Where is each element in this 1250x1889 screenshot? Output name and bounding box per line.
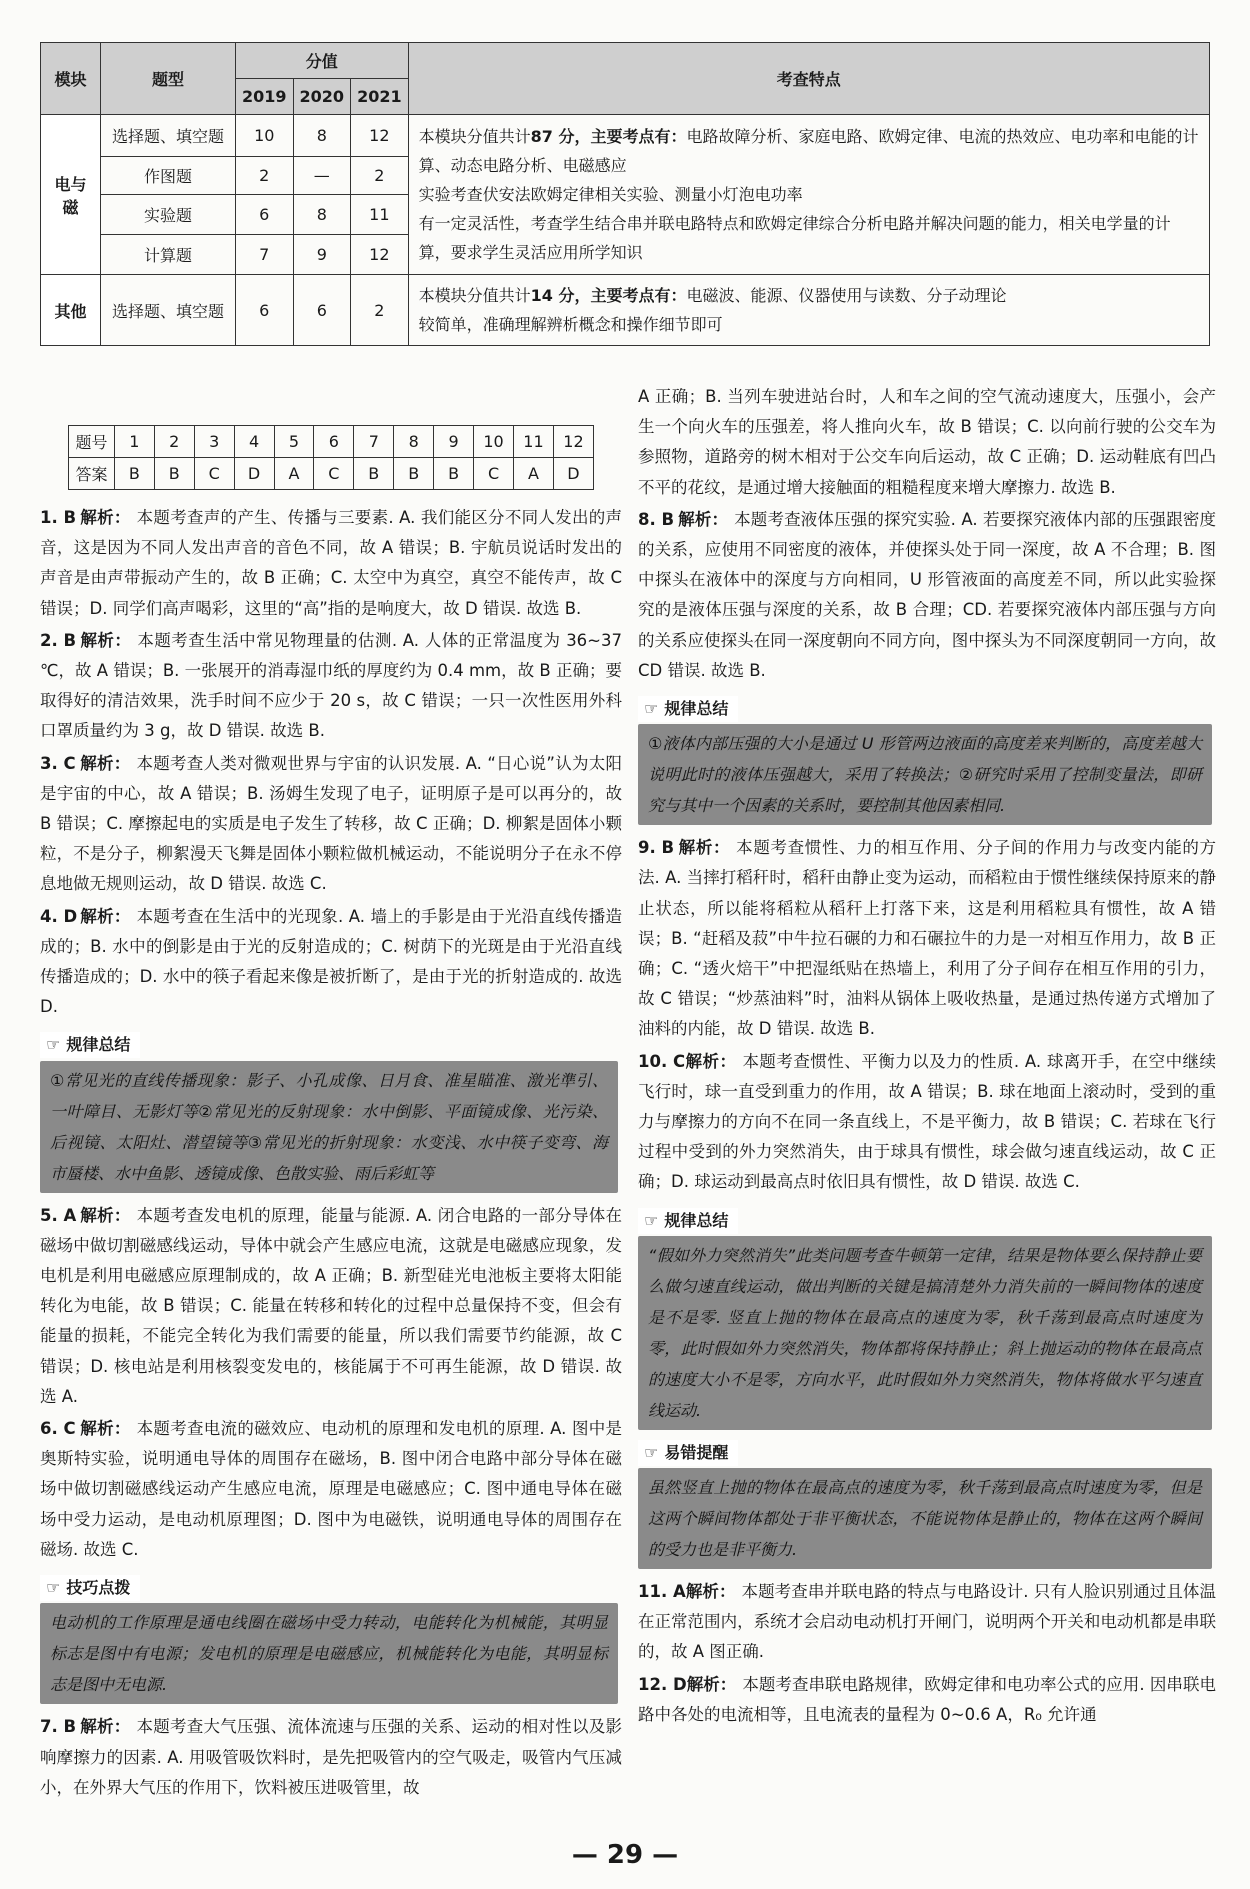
score-cell: 2 [351, 157, 409, 195]
question-number: 10. C [638, 1051, 686, 1071]
score-cell: 6 [236, 275, 294, 346]
rule-summary-box [40, 1030, 618, 1192]
question-number: 12. D [638, 1674, 687, 1694]
solution-12 [638, 1670, 1216, 1730]
answer-value: C [194, 458, 234, 490]
features-text: 电路故障分析、家庭电路、欧姆定律、电流的热效应、电功率和电能的计算、动态电路分析、电磁感应 [418, 127, 1199, 175]
solution-2 [40, 626, 622, 747]
box-title: 规律总结 [664, 699, 729, 719]
box-title: 规律总结 [664, 1210, 729, 1230]
answer-value: B [114, 458, 154, 490]
box-header [638, 1208, 738, 1234]
box-title: 易错提醒 [664, 1442, 729, 1462]
solution-6 [40, 1414, 622, 1565]
question-number: 9. B [638, 838, 675, 858]
solution-4 [40, 902, 622, 1023]
answer-num: 8 [394, 426, 434, 458]
box-title: 规律总结 [66, 1035, 131, 1055]
solution-8 [638, 505, 1216, 686]
solution-text: 本题考查惯性、力的相互作用、分子间的作用力与改变内能的方法. A. 当摔打稻秆时，稻秆由静止变为运动，而稻粒由于惯性继续保持原来的静止状态，所以能将稻粒从稻秆上打落下来，这是利用稻粒具有惯性，故 A 错误；B. “赶稻及菽”中牛拉石碾的力和石碾拉牛的力是一对相互作用力，故 B 正确；C. “透火焙干”中把湿纸贴在热墙上，利用了分子间存在相互作用的引力，故 C 错误；“炒蒸油料”时，油料从锅体上吸收热量，是通过热传递方式增加了油料的内能，故 D 错误. 故选 B. [638, 838, 1217, 1039]
box-text: 虽然竖直上抛的物体在最高点的速度为零，秋千荡到最高点时速度为零，但是这两个瞬间物体都处于非平衡状态，不能说物体是静止的，物体在这两个瞬间的受力也是非平衡力. [638, 1468, 1212, 1569]
box-header [40, 1575, 140, 1601]
answer-value: D [553, 458, 593, 490]
score-cell: — [293, 157, 351, 195]
jiexi-label: 解析： [80, 630, 132, 650]
solution-text: A 正确；B. 当列车驶进站台时，人和车之间的空气流动速度大，压强小，会产生一个向火车的压强差，将人推向火车，故 B 错误；C. 以向前行驶的公交车为参照物，道路旁的树木相对于公交车向后运动，故 C 正确；D. 运动鞋底有凹凸不平的花纹，是通过增大接触面的粗糙程度来增大摩擦力. 故选 B. [638, 387, 1216, 497]
solution-3 [40, 749, 622, 900]
question-number: 7. B [40, 1717, 77, 1737]
answer-num: 5 [274, 426, 314, 458]
features-text: 本模块分值共计 [418, 127, 531, 146]
em-features [408, 115, 1209, 275]
answer-value: C [474, 458, 514, 490]
solution-7 [40, 1712, 622, 1803]
tip-box [40, 1573, 618, 1704]
score-cell: 9 [293, 235, 351, 275]
other-features [408, 275, 1209, 346]
features-bold: 87 分，主要考点有： [530, 127, 687, 146]
answer-num: 1 [114, 426, 154, 458]
solution-text: 本题考查在生活中的光现象. A. 墙上的手影是由于光沿直线传播造成的；B. 水中的倒影是由于光的反射造成的；C. 树荫下的光斑是由于光沿直线传播造成的；D. 水中的筷子看起来像是被折断了，是由于光的折射造成的. 故选 D. [40, 906, 623, 1017]
jiexi-label: 解析： [678, 509, 729, 529]
question-number: 6. C [40, 1419, 76, 1439]
jiexi-label: 解析： [80, 906, 131, 926]
module-electromagnetism: 电与磁 [41, 115, 101, 275]
question-number: 8. B [638, 509, 675, 529]
rule-summary-box [638, 694, 1212, 825]
features-text: 实验考查伏安法欧姆定律相关实验、测量小灯泡电功率 [418, 185, 803, 204]
em-type-2: 作图题 [101, 157, 236, 195]
answer-num: 10 [474, 426, 514, 458]
question-number: 4. D [40, 906, 78, 926]
answer-label: 答案 [69, 458, 115, 490]
solution-9 [638, 833, 1216, 1044]
answer-table [68, 425, 594, 490]
question-number: 5. A [40, 1205, 77, 1225]
solution-text: 本题考查发电机的原理，能量与能源. A. 闭合电路的一部分导体在磁场中做切割磁感线运动，导体中就会产生感应电流，这就是电磁感应现象，发电机是利用电磁感应原理制成的，故 A 正确；B. 新型硅光电池板主要将太阳能转化为电能，故 B 错误；C. 能量在转移和转化的过程中总量保持不变，但会有能量的损耗，不能完全转化为我们需要的能量，所以我们需要节约能源，故 C 错误；D. 核电站是利用核裂变发电的，核能属于不可再生能源，故 D 错误. 故选 A. [40, 1205, 623, 1406]
jiexi-label: 解析： [80, 1717, 131, 1737]
answer-num: 11 [514, 426, 554, 458]
solution-text: 本题考查生活中常见物理量的估测. A. 人体的正常温度为 36~37 ℃，故 A 错误；B. 一张展开的消毒湿巾纸的厚度约为 0.4 mm，故 B 正确；要取得好的清洁效果，洗手时间不应少于 20 s，故 C 错误；一只一次性医用外科口罩质量约为 3 g，故 D 错误. 故选 B. [40, 630, 623, 741]
jiexi-label: 解析： [678, 838, 731, 858]
solution-5 [40, 1201, 622, 1412]
answer-num: 6 [314, 426, 354, 458]
jiexi-label: 解析： [80, 1205, 131, 1225]
features-text: 有一定灵活性，考查学生结合串并联电路特点和欧姆定律综合分析电路并解决问题的能力，相关电学量的计算，要求学生灵活应用所学知识 [418, 214, 1171, 262]
box-text: 电动机的工作原理是通电线圈在磁场中受力转动，电能转化为机械能，其明显标志是图中有电源；发电机的原理是电磁感应，机械能转化为电能，其明显标志是图中无电源. [40, 1603, 618, 1704]
em-type-3: 实验题 [101, 195, 236, 235]
solution-text: 本题考查电流的磁效应、电动机的原理和发电机的原理. A. 图中是奥斯特实验，说明通电导体的周围存在磁场，B. 图中闭合电路中部分导体在磁场中做切割磁感线运动产生感应电流，原理是电磁感应；C. 图中通电导体在磁场中受力运动，是电动机原理图；D. 图中为电磁铁，说明通电导体的周围存在磁场. 故选 C. [40, 1419, 623, 1559]
page-number: — 29 — [571, 1840, 679, 1870]
solution-7-continued [638, 382, 1216, 503]
box-text: ①液体内部压强的大小是通过 U 形管两边液面的高度差来判断的，高度差越大说明此时的液体压强越大，采用了转换法；②研究时采用了控制变量法，即研究与其中一个因素的关系时，要控制其他因素相同. [638, 724, 1212, 825]
score-cell: 10 [236, 115, 294, 157]
score-cell: 6 [293, 275, 351, 346]
pointing-hand-icon: ☞ [644, 699, 659, 719]
features-bold: 14 分，主要考点有： [530, 286, 687, 305]
score-cell: 6 [236, 195, 294, 235]
pointing-hand-icon: ☞ [46, 1035, 61, 1055]
score-cell: 2 [351, 275, 409, 346]
rule-summary-box [638, 1206, 1212, 1430]
answer-num: 7 [354, 426, 394, 458]
answer-value: B [394, 458, 434, 490]
question-number: 1. B [40, 508, 77, 527]
answer-value: B [154, 458, 194, 490]
question-number: 3. C [40, 753, 76, 773]
features-text: 电磁波、能源、仪器使用与读数、分子动理论 [686, 286, 1007, 305]
score-cell: 11 [351, 195, 409, 235]
score-cell: 7 [236, 235, 294, 275]
answer-num: 12 [553, 426, 593, 458]
jiexi-label: 解析： [685, 1051, 737, 1071]
score-cell: 2 [236, 157, 294, 195]
score-cell: 12 [351, 235, 409, 275]
header-features: 考查特点 [408, 43, 1209, 115]
solution-1 [40, 503, 622, 624]
header-type: 题型 [101, 43, 236, 115]
answer-value: A [274, 458, 314, 490]
answer-value: D [234, 458, 274, 490]
score-cell: 8 [293, 115, 351, 157]
box-header [40, 1032, 140, 1058]
solution-text: 本题考查惯性、平衡力以及力的性质. A. 球离开手，在空中继续飞行时，球一直受到重力的作用，故 A 错误；B. 球在地面上滚动时，受到的重力与摩擦力的方向不在同一条直线上，不是平衡力，故 B 错误；C. 若球在飞行过程中受到的外力突然消失，由于球具有惯性，球会做匀速直线运动，故 C 正确；D. 球运动到最高点时依旧具有惯性，故 D 错误. 故选 C. [638, 1051, 1217, 1192]
jiexi-label: 解析： [80, 1419, 131, 1439]
box-header [638, 696, 738, 722]
box-text: “假如外力突然消失”此类问题考查牛顿第一定律，结果是物体要么保持静止要么做匀速直线运动，做出判断的关键是搞清楚外力消失前的一瞬间物体的速度是不是零. 竖直上抛的物体在最高点的速度为零，秋千荡到最高点时速度为零，此时假如外力突然消失，物体都将保持静止；斜上抛运动的物体在最高点的速度大小不是零，方向水平，此时假如外力突然消失，物体将做水平匀速直线运动. [638, 1236, 1212, 1430]
solution-text: 本题考查串并联电路的特点与电路设计. 只有人脸识别通过且体温在正常范围内，系统才会启动电动机打开闸门，说明两个开关和电动机都是串联的，故 A 图正确. [638, 1582, 1216, 1662]
features-text: 本模块分值共计 [418, 286, 531, 305]
pointing-hand-icon: ☞ [46, 1578, 61, 1598]
solution-text: 本题考查液体压强的探究实验. A. 若要探究液体内部的压强跟密度的关系，应使用不同密度的液体，并使探头处于同一深度，故 A 不合理；B. 图中探头在液体中的深度与方向相同，U 形管液面的高度差不同，所以此实验探究的是液体压强与深度的关系，故 B 合理；CD. 若要探究液体内部压强与方向的关系应使探头在同一深度朝向不同方向，图中探头为不同深度朝同一方向，故 CD 错误. 故选 B. [638, 509, 1217, 680]
solution-11 [638, 1577, 1216, 1668]
answer-num: 2 [154, 426, 194, 458]
question-number: 11. A [638, 1582, 686, 1602]
score-cell: 12 [351, 115, 409, 157]
pointing-hand-icon: ☞ [644, 1442, 659, 1462]
jiexi-label: 解析： [80, 753, 131, 773]
solution-text: 本题考查大气压强、流体流速与压强的关系、运动的相对性以及影响摩擦力的因素. A. 用吸管吸饮料时，是先把吸管内的空气吸走，吸管内气压减小，在外界大气压的作用下，饮料被压进吸管里，故 [40, 1717, 622, 1797]
answer-value: A [514, 458, 554, 490]
answer-value: B [434, 458, 474, 490]
right-column [638, 382, 1216, 1732]
exam-feature-table [40, 42, 1210, 346]
header-year-2019: 2019 [236, 79, 294, 115]
solution-text: 本题考查人类对微观世界与宇宙的认识发展. A. “日心说”认为太阳是宇宙的中心，故 A 错误；B. 汤姆生发现了电子，证明原子是可以再分的，故 B 错误；C. 摩擦起电的实质是电子发生了转移，故 C 正确；D. 柳絮是固体小颗粒，不是分子，柳絮漫天飞舞是固体小颗粒做机械运动，不能说明分子在永不停息地做无规则运动，故 D 错误. 故选 C. [40, 753, 623, 894]
question-number: 2. B [40, 630, 77, 650]
jiexi-label: 解析： [686, 1674, 737, 1694]
mistake-warning-box [638, 1438, 1212, 1569]
answer-value: B [354, 458, 394, 490]
module-other: 其他 [41, 275, 101, 346]
solution-text: 本题考查串联电路规律，欧姆定律和电功率公式的应用. 因串联电路中各处的电流相等，且电流表的量程为 0~0.6 A，R₀ 允许通 [638, 1674, 1216, 1724]
features-text: 较简单，准确理解辨析概念和操作细节即可 [418, 315, 723, 334]
jiexi-label: 解析： [685, 1582, 736, 1602]
pointing-hand-icon: ☞ [644, 1210, 659, 1230]
answer-value: C [314, 458, 354, 490]
score-cell: 8 [293, 195, 351, 235]
box-header [638, 1440, 738, 1466]
solution-text: 本题考查声的产生、传播与三要素. A. 我们能区分不同人发出的声音，这是因为不同人发出声音的音色不同，故 A 错误；B. 宇航员说话时发出的声音是由声带振动产生的，故 B 正确；C. 太空中为真空，真空不能传声，故 C 错误；D. 同学们高声喝彩，这里的“高”指的是响度大，故 D 错误. 故选 B. [40, 508, 623, 618]
solution-10 [638, 1047, 1216, 1198]
answer-num-label: 题号 [69, 426, 115, 458]
header-module: 模块 [41, 43, 101, 115]
header-year-2020: 2020 [293, 79, 351, 115]
answer-num: 9 [434, 426, 474, 458]
other-type: 选择题、填空题 [101, 275, 236, 346]
left-column [40, 503, 622, 1805]
em-type-1: 选择题、填空题 [101, 115, 236, 157]
header-score: 分值 [236, 43, 409, 79]
jiexi-label: 解析： [80, 508, 131, 527]
answer-num: 4 [234, 426, 274, 458]
header-year-2021: 2021 [351, 79, 409, 115]
em-type-4: 计算题 [101, 235, 236, 275]
box-text: ①常见光的直线传播现象：影子、小孔成像、日月食、准星瞄准、激光準引、一叶障目、无影灯等②常见光的反射现象：水中倒影、平面镜成像、光污染、后视镜、太阳灶、潜望镜等③常见光的折射现象：水变浅、水中筷子变弯、海市蜃楼、水中鱼影、透镜成像、色散实验、雨后彩虹等 [40, 1061, 618, 1193]
box-title: 技巧点拨 [66, 1578, 131, 1598]
answer-num: 3 [194, 426, 234, 458]
